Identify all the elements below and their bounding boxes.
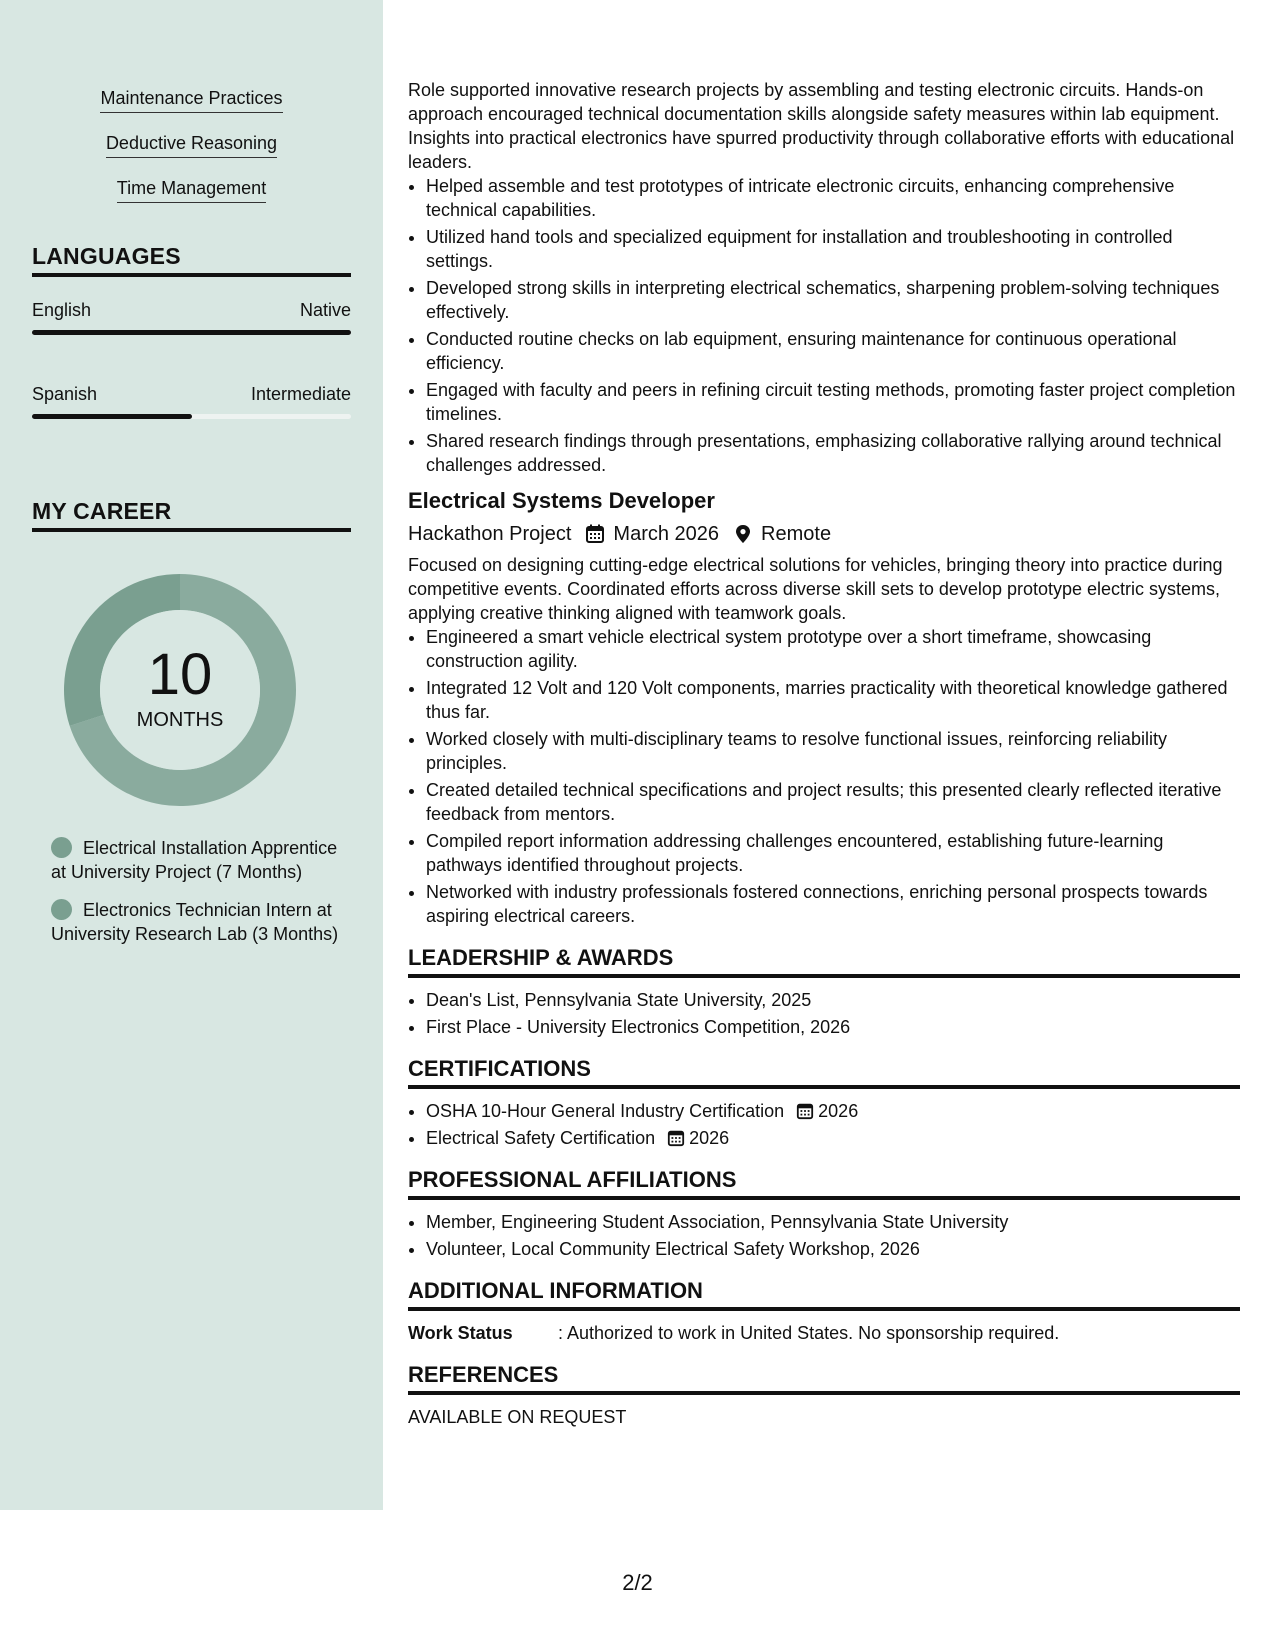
language-level: Intermediate (250, 384, 351, 404)
skills-list (32, 86, 351, 221)
work-status-row (408, 1321, 1240, 1345)
career-dot-icon (51, 899, 72, 920)
job-meta (408, 521, 1240, 547)
work-status-label: Work Status (408, 1323, 513, 1343)
career-item (51, 898, 341, 946)
language-item (32, 382, 351, 419)
skill-item: Maintenance Practices (100, 86, 282, 113)
list-item: • Helped assemble and test prototypes of intricate electronic circuits, enhancing comprehensive technical capabilities. (426, 174, 1240, 222)
language-name: English (32, 300, 92, 320)
career-total-number: 10 (147, 642, 213, 707)
language-proficiency-bar (32, 414, 351, 419)
skill-item: Deductive Reasoning (106, 131, 277, 158)
certification-name: OSHA 10-Hour General Industry Certification (426, 1101, 785, 1121)
additional-info-heading: ADDITIONAL INFORMATION (408, 1277, 1240, 1311)
leadership-list (408, 988, 1240, 1039)
job-organization: Hackathon Project (408, 523, 572, 545)
language-proficiency-fill (32, 330, 351, 335)
certifications-heading: CERTIFICATIONS (408, 1055, 1240, 1089)
certifications-list (408, 1099, 1240, 1150)
job-description: Focused on designing cutting-edge electrical solutions for vehicles, bringing theory into practice during competitive events. Coordinated efforts across diverse skill sets to develop prototype electric systems, applying creative thinking aligned with teamwork goals. (408, 555, 1223, 623)
list-item (426, 1126, 1240, 1150)
list-item: • Utilized hand tools and specialized equipment for installation and troubleshooting in controlled settings. (426, 225, 1240, 273)
intro-paragraph: Role supported innovative research projects by assembling and testing electronic circuits. Hands-on approach encouraged technical documentation skills alongside safety measures within lab equipment. Insights into practical electronics have spurred productivity through collaborative efforts with educational leaders. (408, 80, 1235, 172)
languages-heading: LANGUAGES (32, 241, 351, 277)
career-dot-icon (51, 837, 72, 858)
calendar-icon (796, 1102, 814, 1120)
list-item: • Shared research findings through presentations, emphasizing collaborative rallying around technical challenges addressed. (426, 429, 1240, 477)
list-item: • Member, Engineering Student Association, Pennsylvania State University (426, 1210, 1240, 1234)
career-total-unit: MONTHS (136, 709, 224, 731)
language-name: Spanish (32, 384, 98, 404)
career-item (51, 836, 341, 884)
list-item: • Volunteer, Local Community Electrical Safety Workshop, 2026 (426, 1237, 1240, 1261)
language-level: Native (299, 300, 351, 320)
list-item: • Worked closely with multi-disciplinary teams to resolve functional issues, reinforcing reliability principles. (426, 727, 1240, 775)
main-content (408, 78, 1240, 1429)
list-item: • Integrated 12 Volt and 120 Volt components, marries practicality with theoretical knowledge gathered thus far. (426, 676, 1240, 724)
job-location: Remote (761, 523, 832, 545)
list-item (426, 1099, 1240, 1123)
language-item (32, 298, 351, 335)
intro-bullets (408, 174, 1240, 477)
work-status-value: : Authorized to work in United States. No sponsorship required. (558, 1323, 1060, 1343)
calendar-icon (585, 524, 605, 544)
list-item: • Engaged with faculty and peers in refining circuit testing methods, promoting faster project completion timelines. (426, 378, 1240, 426)
list-item: • Conducted routine checks on lab equipment, ensuring maintenance for continuous operational efficiency. (426, 327, 1240, 375)
career-item-label: Electrical Installation Apprentice at University Project (7 Months) (51, 838, 338, 882)
career-item-label: Electronics Technician Intern at University Research Lab (3 Months) (51, 900, 339, 944)
affiliations-list (408, 1210, 1240, 1261)
list-item: • First Place - University Electronics Competition, 2026 (426, 1015, 1240, 1039)
certification-year: 2026 (818, 1101, 859, 1121)
job-bullets (408, 625, 1240, 928)
career-list (51, 836, 341, 960)
career-heading: MY CAREER (32, 496, 351, 532)
sidebar (0, 0, 383, 1510)
list-item: • Engineered a smart vehicle electrical system prototype over a short timeframe, showcasing construction agility. (426, 625, 1240, 673)
list-item: • Created detailed technical specifications and project results; this presented clearly reflected iterative feedback from mentors. (426, 778, 1240, 826)
list-item: • Compiled report information addressing challenges encountered, establishing future-learning pathways identified throughout projects. (426, 829, 1240, 877)
list-item: • Dean's List, Pennsylvania State University, 2025 (426, 988, 1240, 1012)
skill-item: Time Management (117, 176, 266, 203)
list-item: • Developed strong skills in interpreting electrical schematics, sharpening problem-solving techniques effectively. (426, 276, 1240, 324)
language-proficiency-bar (32, 330, 351, 335)
location-pin-icon (733, 524, 753, 544)
references-text: AVAILABLE ON REQUEST (408, 1407, 627, 1427)
certification-name: Electrical Safety Certification (426, 1128, 656, 1148)
affiliations-heading: PROFESSIONAL AFFILIATIONS (408, 1166, 1240, 1200)
language-proficiency-fill (32, 414, 192, 419)
career-donut-chart (64, 574, 296, 806)
page-number: 2/2 (622, 1570, 653, 1595)
certification-year: 2026 (689, 1128, 730, 1148)
job-title: Electrical Systems Developer (408, 488, 715, 513)
calendar-icon (667, 1129, 685, 1147)
leadership-heading: LEADERSHIP & AWARDS (408, 944, 1240, 978)
references-heading: REFERENCES (408, 1361, 1240, 1395)
job-date: March 2026 (613, 523, 720, 545)
list-item: • Networked with industry professionals fostered connections, enriching personal prospects towards aspiring electrical careers. (426, 880, 1240, 928)
